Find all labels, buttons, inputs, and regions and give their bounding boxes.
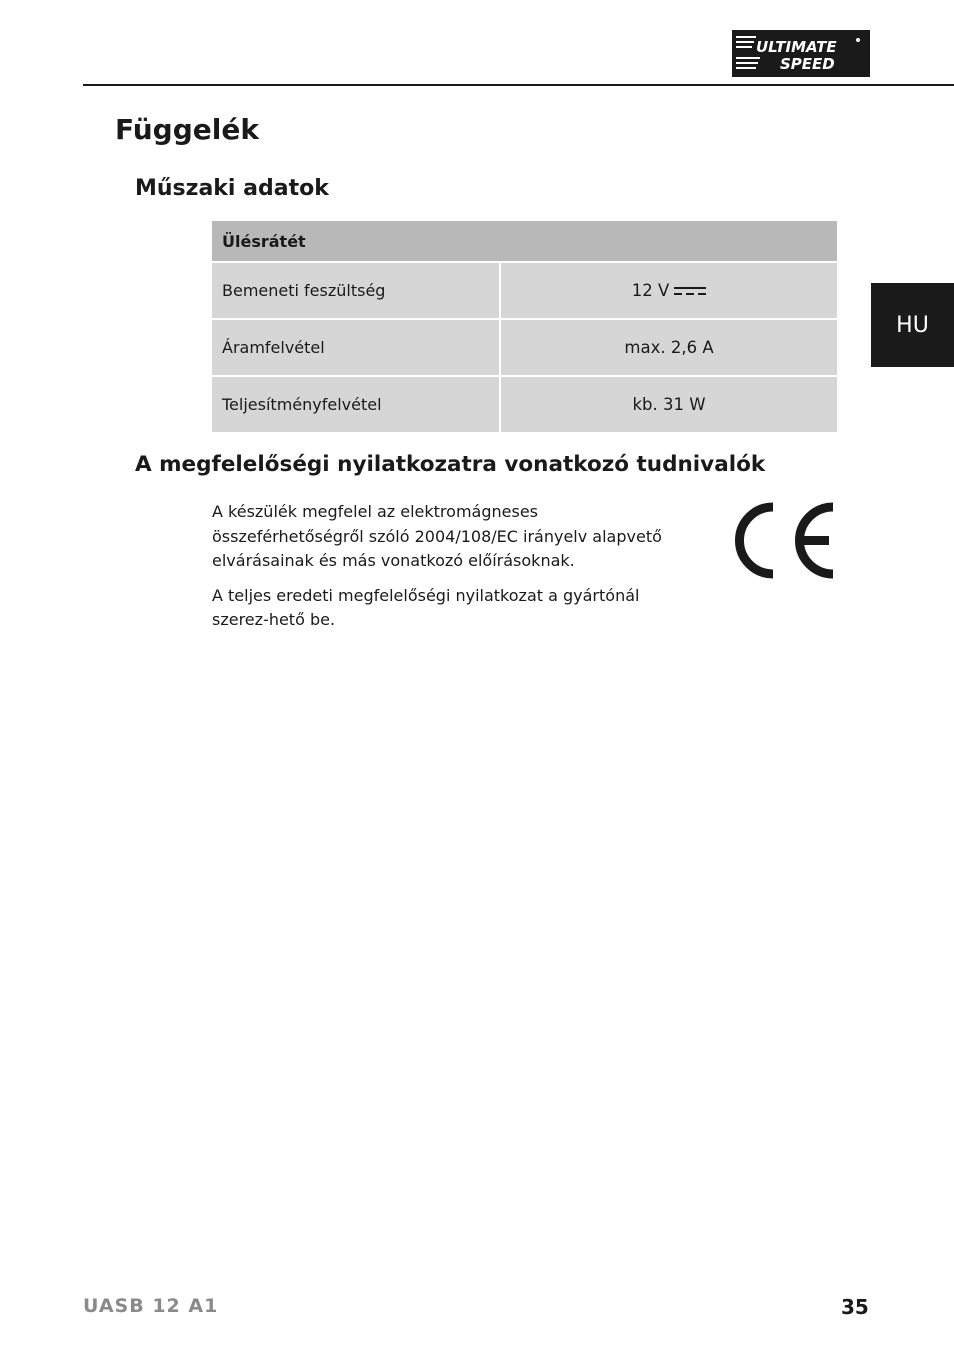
tech-data-heading: Műszaki adatok [135, 176, 329, 201]
spec-value: kb. 31 W [501, 377, 837, 432]
spec-label: Bemeneti feszültség [212, 263, 501, 318]
logo-line1: ULTIMATE [756, 38, 837, 56]
logo-line2: SPEED [780, 55, 835, 73]
conformity-heading: A megfelelőségi nyilatkozatra vonatkozó tudnivalók [135, 452, 766, 477]
language-tab: HU [871, 283, 954, 367]
ce-mark-icon [732, 502, 837, 579]
conformity-paragraph: A teljes eredeti megfelelőségi nyilatkozat a gyártónál szerez-hető be. [212, 585, 640, 629]
conformity-paragraph: A készülék megfelel az elektromágneses összeférhetőségről szóló 2004/108/EC irányelv alapvető elvárásainak és más vonatkozó előírásoknak. [212, 502, 662, 570]
ultimate-speed-logo [732, 30, 870, 77]
spec-label: Áramfelvétel [212, 320, 501, 375]
spec-label: Teljesítményfelvétel [212, 377, 501, 432]
table-row [212, 320, 837, 377]
conformity-text [212, 500, 692, 643]
page-number: 35 [841, 1295, 869, 1319]
spec-value [501, 263, 837, 318]
page-title: Függelék [115, 113, 259, 146]
direct-current-icon [674, 285, 706, 297]
header-divider [83, 84, 954, 86]
spec-table [212, 221, 837, 432]
spec-value-text: 12 V [631, 281, 670, 300]
table-row [212, 377, 837, 432]
spec-table-header: Ülésrátét [212, 221, 837, 263]
spec-value: max. 2,6 A [501, 320, 837, 375]
footer-model: UASB 12 A1 [83, 1295, 219, 1317]
table-row [212, 263, 837, 320]
